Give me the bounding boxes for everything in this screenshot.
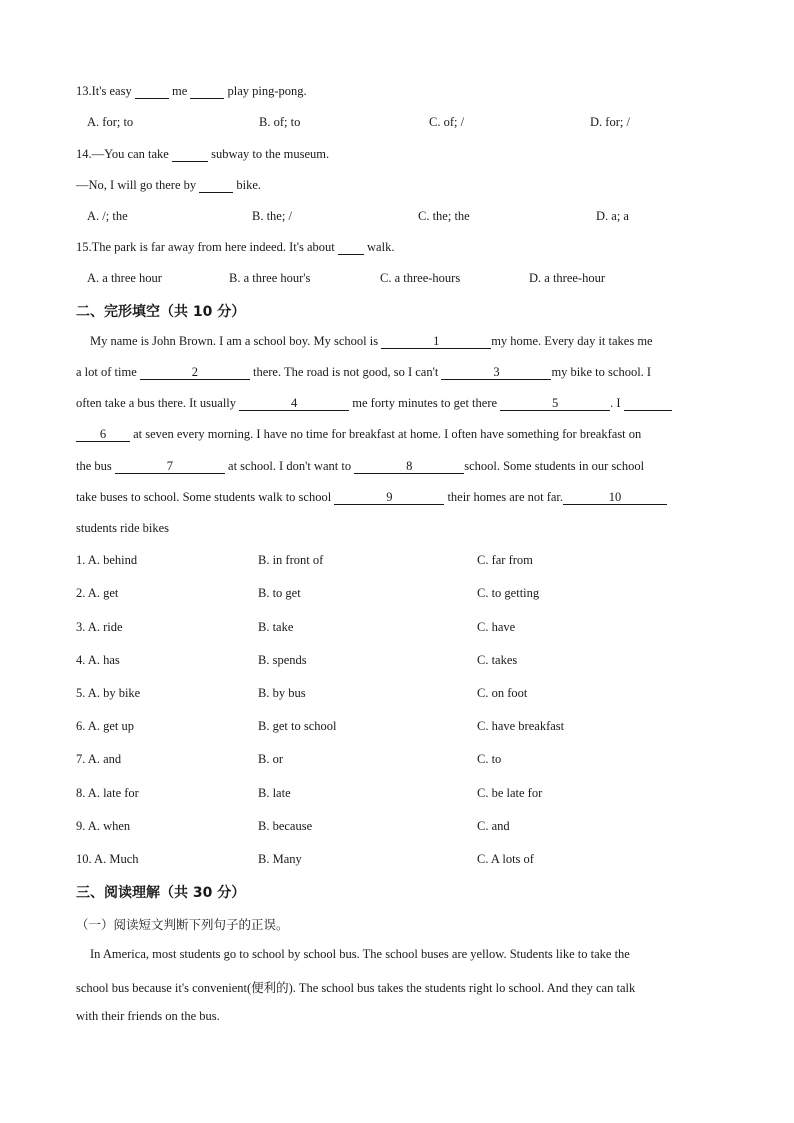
cloze-blank-3: 3	[441, 366, 551, 380]
choice-10-b: B. Many	[258, 852, 302, 866]
choice-3-c: C. have	[477, 620, 516, 634]
q14-stem-line-2	[76, 178, 261, 193]
cloze-text-p13: take buses to school. Some students walk to school	[76, 490, 332, 504]
cloze-text-p3: a lot of time	[76, 365, 137, 379]
cloze-blank-8: 8	[354, 460, 464, 474]
q13-option-a: A. for; to	[87, 115, 134, 129]
q14-blank-2	[199, 179, 233, 193]
choice-10-a: 10. A. Much	[76, 852, 139, 866]
cloze-line-4	[76, 427, 641, 442]
cloze-line-7: students ride bikes	[76, 521, 170, 535]
cloze-blank-9: 9	[334, 491, 444, 505]
choice-6-b: B. get to school	[258, 719, 337, 733]
choice-9-a: 9. A. when	[76, 819, 131, 833]
choice-5-a: 5. A. by bike	[76, 686, 141, 700]
q15-option-d: D. a three-hour	[529, 271, 606, 285]
q13-blank-2	[190, 85, 224, 99]
section-3-subheading: （一）阅读短文判断下列句子的正误。	[76, 917, 289, 932]
reading-line-3: with their friends on the bus.	[76, 1009, 220, 1023]
choice-10-c: C. A lots of	[477, 852, 534, 866]
section-2-heading: 二、完形填空（共 10 分）	[76, 304, 246, 320]
cloze-text-p9: at seven every morning. I have no time for breakfast at home. I often have something for breakfast on	[133, 427, 642, 441]
reading-line-1: In America, most students go to school by school bus. The school buses are yellow. Students like to take the	[90, 947, 630, 961]
q15-option-b: B. a three hour's	[229, 271, 311, 285]
q13-prefix: 13.It's easy	[76, 84, 132, 98]
q14-line2-suffix: bike.	[236, 178, 262, 192]
cloze-blank-2: 2	[140, 366, 250, 380]
cloze-text-p11: at school. I don't want to	[228, 459, 352, 473]
q14-option-a: A. /; the	[87, 209, 128, 223]
cloze-text-p7: me forty minutes to get there	[352, 396, 498, 410]
choice-8-a: 8. A. late for	[76, 786, 139, 800]
choice-7-b: B. or	[258, 752, 283, 766]
choice-3-b: B. take	[258, 620, 294, 634]
q14-line1-suffix: subway to the museum.	[211, 147, 330, 161]
cloze-line-1	[90, 334, 653, 349]
cloze-text-p8: . I	[610, 396, 621, 410]
choice-9-c: C. and	[477, 819, 510, 833]
choice-4-b: B. spends	[258, 653, 307, 667]
choice-6-c: C. have breakfast	[477, 719, 565, 733]
cloze-text-p4: there. The road is not good, so I can't	[253, 365, 439, 379]
choice-4-c: C. takes	[477, 653, 518, 667]
cloze-line-6	[76, 490, 667, 505]
choice-7-a: 7. A. and	[76, 752, 122, 766]
cloze-text-p12: school. Some students in our school	[464, 459, 645, 473]
q14-option-b: B. the; /	[252, 209, 292, 223]
choice-1-b: B. in front of	[258, 553, 324, 567]
cloze-text-p2: my home. Every day it takes me	[491, 334, 653, 348]
choice-2-a: 2. A. get	[76, 586, 119, 600]
cloze-blank-1: 1	[381, 335, 491, 349]
q15-option-c: C. a three-hours	[380, 271, 461, 285]
q14-line2-prefix: —No, I will go there by	[76, 178, 197, 192]
q13-option-b: B. of; to	[259, 115, 301, 129]
q15-option-a: A. a three hour	[87, 271, 162, 285]
q13-blank-1	[135, 85, 169, 99]
choice-2-c: C. to getting	[477, 586, 540, 600]
q14-option-c: C. the; the	[418, 209, 470, 223]
q15-suffix: walk.	[367, 240, 395, 254]
q14-option-d: D. a; a	[596, 209, 629, 223]
choice-5-b: B. by bus	[258, 686, 306, 700]
cloze-blank-4: 4	[239, 397, 349, 411]
cloze-line-2	[76, 365, 651, 380]
choice-8-b: B. late	[258, 786, 291, 800]
q13-option-d: D. for; /	[590, 115, 630, 129]
cloze-blank-7: 7	[115, 460, 225, 474]
choice-3-a: 3. A. ride	[76, 620, 123, 634]
cloze-line-5	[76, 459, 644, 474]
q14-blank-1	[172, 148, 208, 162]
reading-line-2: school bus because it's convenient(便利的). The school bus takes the students right lo school. And they can talk	[76, 981, 636, 995]
choice-1-a: 1. A. behind	[76, 553, 138, 567]
choice-6-a: 6. A. get up	[76, 719, 134, 733]
cloze-text-p1: My name is John Brown. I am a school boy. My school is	[90, 334, 379, 348]
q13-suffix: play ping-pong.	[227, 84, 307, 98]
q15-prefix: 15.The park is far away from here indeed. It's about	[76, 240, 335, 254]
cloze-text-p10: the bus	[76, 459, 112, 473]
cloze-blank-6-start	[624, 397, 672, 411]
cloze-text-p6: often take a bus there. It usually	[76, 396, 237, 410]
q14-stem-line-1	[76, 147, 329, 162]
section-3-heading: 三、阅读理解（共 30 分）	[76, 885, 246, 901]
q13-stem	[76, 84, 307, 99]
cloze-text-p5: my bike to school. I	[551, 365, 652, 379]
choice-7-c: C. to	[477, 752, 502, 766]
choice-2-b: B. to get	[258, 586, 301, 600]
cloze-blank-5: 5	[500, 397, 610, 411]
choice-4-a: 4. A. has	[76, 653, 120, 667]
cloze-line-3	[76, 396, 672, 411]
q13-option-c: C. of; /	[429, 115, 465, 129]
q13-mid: me	[171, 84, 188, 98]
choice-5-c: C. on foot	[477, 686, 528, 700]
choice-9-b: B. because	[258, 819, 313, 833]
cloze-blank-6: 6	[76, 428, 130, 442]
cloze-text-p14: their homes are not far.	[447, 490, 564, 504]
q15-blank	[338, 241, 364, 255]
q15-stem	[76, 240, 394, 255]
choice-1-c: C. far from	[477, 553, 533, 567]
choice-8-c: C. be late for	[477, 786, 543, 800]
q14-line1-prefix: 14.—You can take	[76, 147, 169, 161]
cloze-blank-10: 10	[563, 491, 667, 505]
